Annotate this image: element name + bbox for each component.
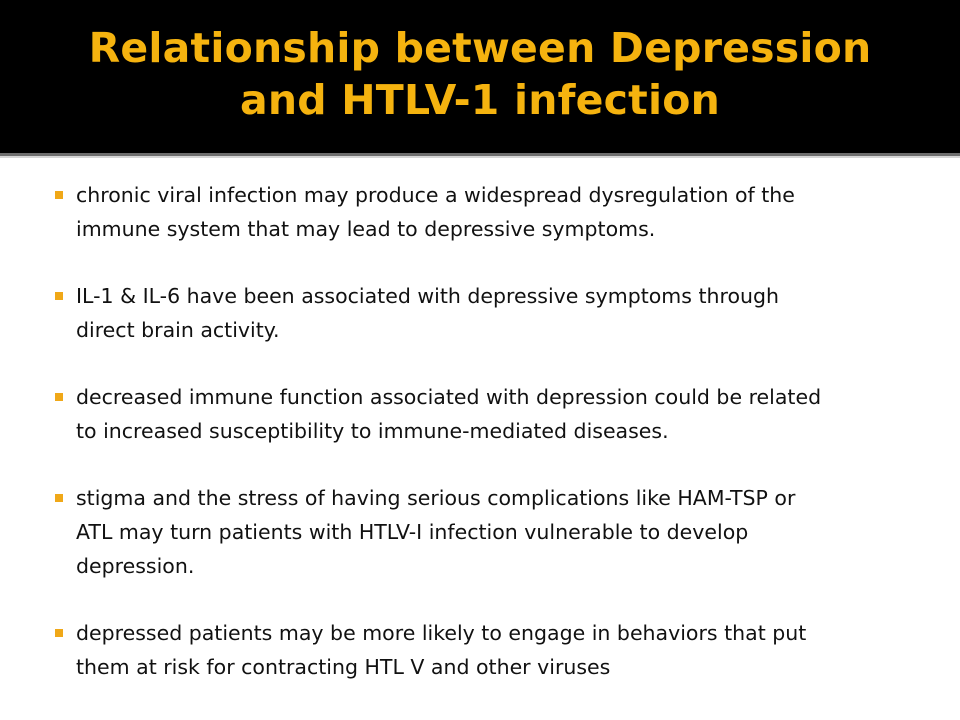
bullet-text-line: depression. (76, 554, 195, 578)
bullet-text-line: stigma and the stress of having serious complications like HAM-TSP or (76, 486, 796, 510)
square-bullet-icon (55, 191, 63, 199)
bullet-item-risk-behaviors (52, 616, 927, 684)
bullet-text-line: IL-1 & IL-6 have been associated with depressive symptoms through (76, 284, 780, 308)
bullet-text-line: ATL may turn patients with HTLV-I infection vulnerable to develop (76, 520, 749, 544)
slide-title (0, 22, 960, 126)
bullet-text-line: them at risk for contracting HTL V and other viruses (76, 655, 611, 679)
bullet-text-line: immune system that may lead to depressive symptoms. (76, 217, 656, 241)
title-band (0, 0, 960, 153)
bullet-item-viral-dysregulation (52, 178, 927, 246)
square-bullet-icon (55, 494, 63, 502)
slide-title-line-1: Relationship between Depression (88, 24, 872, 72)
bullet-item-stigma-stress (52, 481, 927, 583)
title-divider-highlight (0, 156, 960, 158)
bullet-text-line: direct brain activity. (76, 318, 280, 342)
square-bullet-icon (55, 292, 63, 300)
bullet-text-line: depressed patients may be more likely to engage in behaviors that put (76, 621, 807, 645)
bullet-item-interleukins (52, 279, 927, 347)
bullet-text-line: chronic viral infection may produce a widespread dysregulation of the (76, 183, 795, 207)
square-bullet-icon (55, 629, 63, 637)
bullet-text-line: to increased susceptibility to immune-mediated diseases. (76, 419, 669, 443)
square-bullet-icon (55, 393, 63, 401)
bullet-text-line: decreased immune function associated with depression could be related (76, 385, 822, 409)
bullet-list (52, 178, 927, 717)
bullet-item-immune-function (52, 380, 927, 448)
slide-title-line-2: and HTLV-1 infection (239, 76, 720, 124)
